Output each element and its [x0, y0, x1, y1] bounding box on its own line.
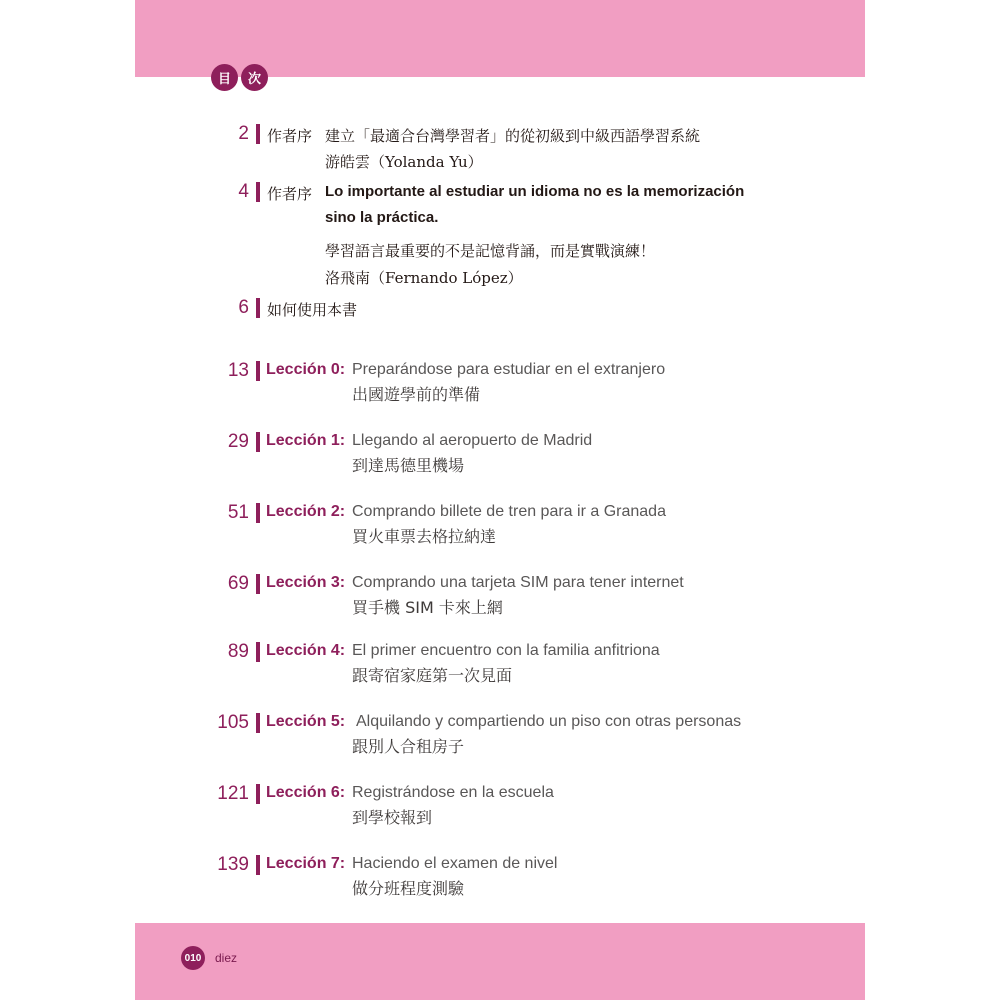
page-number: 139 — [217, 854, 249, 875]
lesson-title-es: Comprando una tarjeta SIM para tener internet — [352, 574, 684, 591]
entry-label: 作者序 — [267, 127, 313, 145]
title-char-circle: 次 — [241, 64, 268, 91]
footer-page-word: diez — [215, 951, 238, 965]
entry-title: Lo importante al estudiar un idioma no es la memorización — [325, 183, 745, 200]
page-number: 69 — [227, 573, 249, 594]
lesson-title-zh: 出國遊學前的準備 — [352, 385, 481, 404]
lesson-title-zh: 跟寄宿家庭第一次見面 — [352, 666, 513, 685]
entry-bar — [256, 432, 260, 452]
lesson-label: Lección 7: — [266, 855, 346, 872]
lesson-label: Lección 5: — [266, 713, 346, 730]
page-number: 121 — [217, 783, 249, 804]
toc-page — [135, 0, 865, 1000]
lesson-title-es: El primer encuentro con la familia anfitriona — [352, 642, 660, 659]
entry-title: sino la práctica. — [325, 209, 439, 226]
lesson-label: Lección 0: — [266, 361, 346, 378]
page-number: 105 — [217, 712, 249, 733]
lesson-title-zh: 做分班程度測驗 — [352, 879, 465, 898]
entry-bar — [256, 298, 260, 318]
lesson-title-es: Haciendo el examen de nivel — [352, 855, 558, 872]
lesson-label: Lección 4: — [266, 642, 346, 659]
entry-bar — [256, 124, 260, 144]
entry-label: 作者序 — [267, 185, 313, 203]
lesson-title-es: Alquilando y compartiendo un piso con otras personas — [356, 713, 742, 730]
lesson-title-zh: 跟別人合租房子 — [352, 737, 465, 756]
entry-title: 建立「最適合台灣學習者」的從初級到中級西語學習系統 — [325, 127, 701, 145]
entry-bar — [256, 713, 260, 733]
lesson-title-es: Comprando billete de tren para ir a Granada — [352, 503, 666, 520]
entry-bar — [256, 855, 260, 875]
entry-author: 游皓雲（Yolanda Yu） — [325, 153, 483, 171]
lesson-title-zh: 到學校報到 — [352, 808, 433, 827]
lesson-label: Lección 2: — [266, 503, 346, 520]
footer-band — [135, 923, 865, 1000]
title-char-circle: 目 — [211, 64, 238, 91]
lesson-title-es: Registrándose en la escuela — [352, 784, 554, 801]
footer-page-number: 010 — [181, 946, 205, 970]
entry-bar — [256, 642, 260, 662]
page-number: 13 — [227, 360, 249, 381]
entry-bar — [256, 361, 260, 381]
lesson-title-es: Llegando al aeropuerto de Madrid — [352, 432, 593, 449]
page-number: 4 — [238, 181, 249, 202]
lesson-label: Lección 6: — [266, 784, 346, 801]
page-number: 2 — [238, 123, 249, 144]
page-number: 29 — [227, 431, 249, 452]
lesson-label: Lección 1: — [266, 432, 346, 449]
entry-subtitle: 學習語言最重要的不是記憶背誦，而是實戰演練！ — [325, 242, 656, 260]
page-number: 89 — [227, 641, 249, 662]
lesson-title-es: Preparándose para estudiar en el extranjero — [352, 361, 666, 378]
entry-bar — [256, 784, 260, 804]
entry-author: 洛飛南（Fernando López） — [325, 269, 523, 287]
page-number: 51 — [227, 502, 249, 523]
lesson-title-zh: 到達馬德里機場 — [352, 456, 465, 475]
lesson-label: Lección 3: — [266, 574, 346, 591]
entry-bar — [256, 182, 260, 202]
toc-title — [211, 64, 271, 91]
page-number: 6 — [238, 297, 249, 318]
lesson-title-zh: 買手機 SIM 卡來上網 — [352, 598, 503, 617]
entry-bar — [256, 503, 260, 523]
entry-label: 如何使用本書 — [267, 301, 358, 319]
entry-bar — [256, 574, 260, 594]
lesson-title-zh: 買火車票去格拉納達 — [352, 527, 497, 546]
